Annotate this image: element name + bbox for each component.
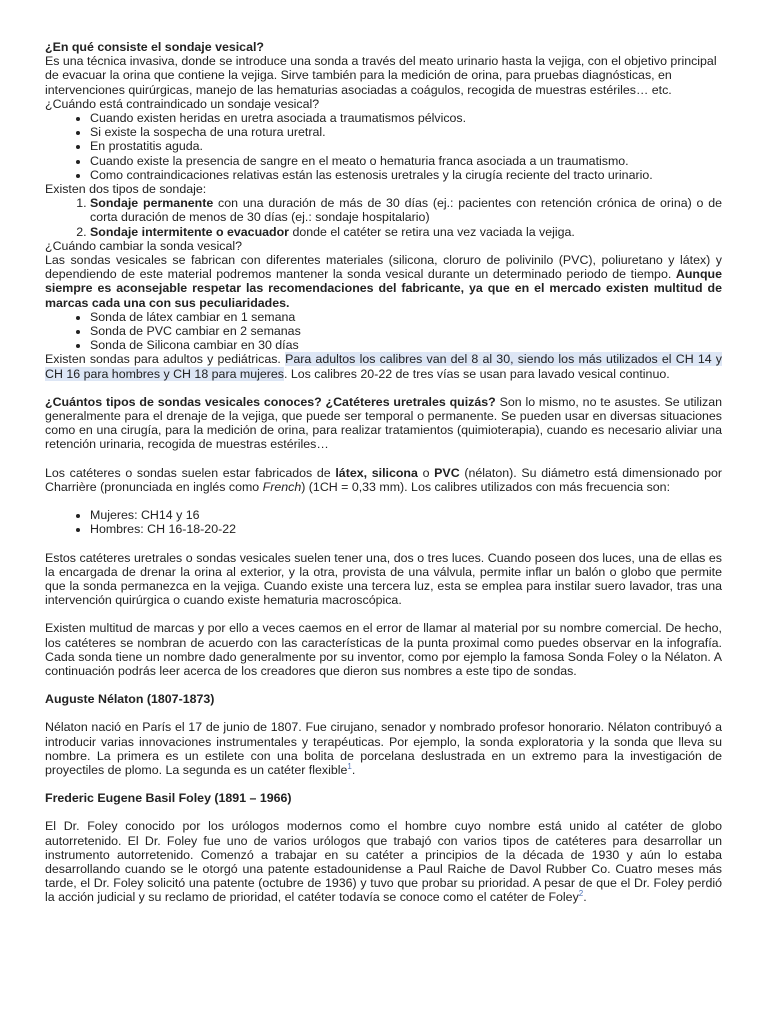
heading-contraindicaciones: ¿Cuándo está contraindicado un sondaje vesical? <box>45 96 320 111</box>
list-cambio-sonda <box>45 310 722 353</box>
document-page <box>45 40 722 905</box>
paragraph-luces: Estos catéteres uretrales o sondas vesicales suelen tener una, dos o tres luces. Cuando poseen dos luces, una de ellas es la encargada de drenar la orina al exterior, y la otra, provista de una válvula, permite inflar un balón o globo que permite que la sonda permanezca en la vejiga. Cuando existe una tercera luz, esta se emplea para instilar suero lavador, tras una intervención quirúrgica o cuando existe hematuria macroscópica. <box>45 550 722 608</box>
list-item: 2. Sondaje intermitente o evacuador donde el catéter se retira una vez vaciada la vejiga. <box>90 225 722 239</box>
heading-tipos-sondaje: Existen dos tipos de sondaje: <box>45 182 207 197</box>
list-item: • Sonda de PVC cambiar en 2 semanas <box>90 324 722 338</box>
paragraph-fabricacion: Los catéteres o sondas suelen estar fabricados de látex, silicona o PVC (nélaton). Su diámetro está dimensionado por Charrière (pronunciada en inglés como French) (1CH = 0,33 mm). Los calibres utilizados con más frecuencia son: <box>45 465 723 494</box>
footnote-ref[interactable]: 1 <box>347 761 352 771</box>
list-contraindicaciones <box>45 111 722 182</box>
heading-nelaton: Auguste Nélaton (1807-1873) <box>45 692 215 707</box>
paragraph-materiales: Las sondas vesicales se fabrican con diferentes materiales (silicona, cloruro de polivinilo (PVC), poliuretano y látex) y dependiendo de este material podremos mantener la sonda vesical durante un determinado periodo de tiempo. Aunque siempre es aconsejable respetar las recomendaciones del fabricante, ya que en el mercado existen multitud de marcas cada una con sus peculiaridades. <box>45 253 722 310</box>
list-item: • Sonda de látex cambiar en 1 semana <box>90 310 722 324</box>
paragraph-tipos-sondas: ¿Cuántos tipos de sondas vesicales conoces? ¿Catéteres uretrales quizás? Son lo mismo, no te asustes. Se utilizan generalmente para el drenaje de la vejiga, que puede ser temporal o permanente. Se pueden usar en diversas situaciones como en una cirugía, para la medición de orina, para realizar tratamientos (quimioterapia), cuando es necesario aliviar una retención urinaria, recogida de muestras estériles… <box>45 394 723 452</box>
list-tipos-sondaje <box>45 196 722 239</box>
list-item: • Mujeres: CH14 y 16 <box>90 508 722 522</box>
paragraph-nelaton: Nélaton nació en París el 17 de junio de 1807. Fue cirujano, senador y nombrado profesor honorario. Nélaton contribuyó a introducir varias innovaciones instrumentales y terapéuticas. Por ejemplo, la sonda exploratoria y la sonda que lleva su nombre. La primera es un estilete con una bolita de porcelana deslustrada en un extremo para la investigación de proyectiles de plomo. La segunda es un catéter flexible$^1$. <box>45 720 722 777</box>
paragraph-calibres: Existen sondas para adultos y pediátricas. Para adultos los calibres van del 8 al 30, siendo los más utilizados el CH 14 y CH 16 para hombres y CH 18 para mujeres. Los calibres 20-22 de tres vías se usan para lavado vesical continuo. <box>45 352 722 381</box>
list-item: • En prostatitis aguda. <box>90 139 722 153</box>
list-item: • Sonda de Silicona cambiar en 30 días <box>90 338 722 352</box>
list-item: • Cuando existe la presencia de sangre en el meato o hematuria franca asociada a un traumatismo. <box>90 154 722 168</box>
list-item: 1. Sondaje permanente con una duración de más de 30 días (ej.: pacientes con retención crónica de orina) o de corta duración de menos de 30 días (ej.: sondaje hospitalario) <box>90 196 722 224</box>
list-item: • Cuando existen heridas en uretra asociada a traumatismos pélvicos. <box>90 111 722 125</box>
paragraph-foley: El Dr. Foley conocido por los urólogos modernos como el hombre cuyo nombre está unido al catéter de globo autorretenido. El Dr. Foley fue uno de varios urólogos que trabajó con varios tipos de catéteres para desarrollar un instrumento autorretenido. Comenzó a trabajar en su catéter a principios de la década de 1930 y aún lo estaba desarrollando cuando se le otorgó una patente estadounidense a Paul Raiche de Davol Rubber Co. Cuatro meses más tarde, el Dr. Foley solicitó una patente (octubre de 1936) y tuvo que probar su prioridad. A pesar de que el Dr. Foley perdió la acción judicial y su reclamo de prioridad, el catéter todavía se conoce como el catéter de Foley$^2$. <box>45 819 722 905</box>
heading-cambiar-sonda: ¿Cuándo cambiar la sonda vesical? <box>45 238 242 253</box>
paragraph-marcas: Existen multitud de marcas y por ello a veces caemos en el error de llamar al material por su nombre comercial. De hecho, los catéteres se nombran de acuerdo con las características de la punta proximal como puedes observar en la infografía. Cada sonda tiene un nombre dado generalmente por su inventor, como por ejemplo la famosa Sonda Foley o la Nélaton. A continuación podrás leer acerca de los creadores que dieron sus nombres a este tipo de sondas. <box>45 621 722 678</box>
footnote-ref[interactable]: 2 <box>578 889 584 899</box>
list-item: • Hombres: CH 16-18-20-22 <box>90 522 722 536</box>
heading-foley: Frederic Eugene Basil Foley (1891 – 1966) <box>45 791 292 806</box>
heading-sondaje-vesical: ¿En qué consiste el sondaje vesical? <box>45 40 264 54</box>
list-calibres-frecuentes <box>45 508 722 536</box>
list-item: • Como contraindicaciones relativas están las estenosis uretrales y la cirugía reciente del tracto urinario. <box>90 168 722 182</box>
list-item: • Si existe la sospecha de una rotura uretral. <box>90 125 722 139</box>
paragraph-definicion: Es una técnica invasiva, donde se introduce una sonda a través del meato urinario hasta la vejiga, con el objetivo principal de evacuar la orina que contiene la vejiga. Sirve también para la medición de orina, para pruebas diagnósticas, en intervenciones quirúrgicas, manejo de las hematurias asociadas a coágulos, recogida de muestras estériles… etc. <box>45 54 717 97</box>
highlighted-text: Para adultos los calibres van del 8 al 30, siendo los más utilizados el CH 14 y CH 16 para hombres y CH 18 para mujeres <box>45 352 722 381</box>
